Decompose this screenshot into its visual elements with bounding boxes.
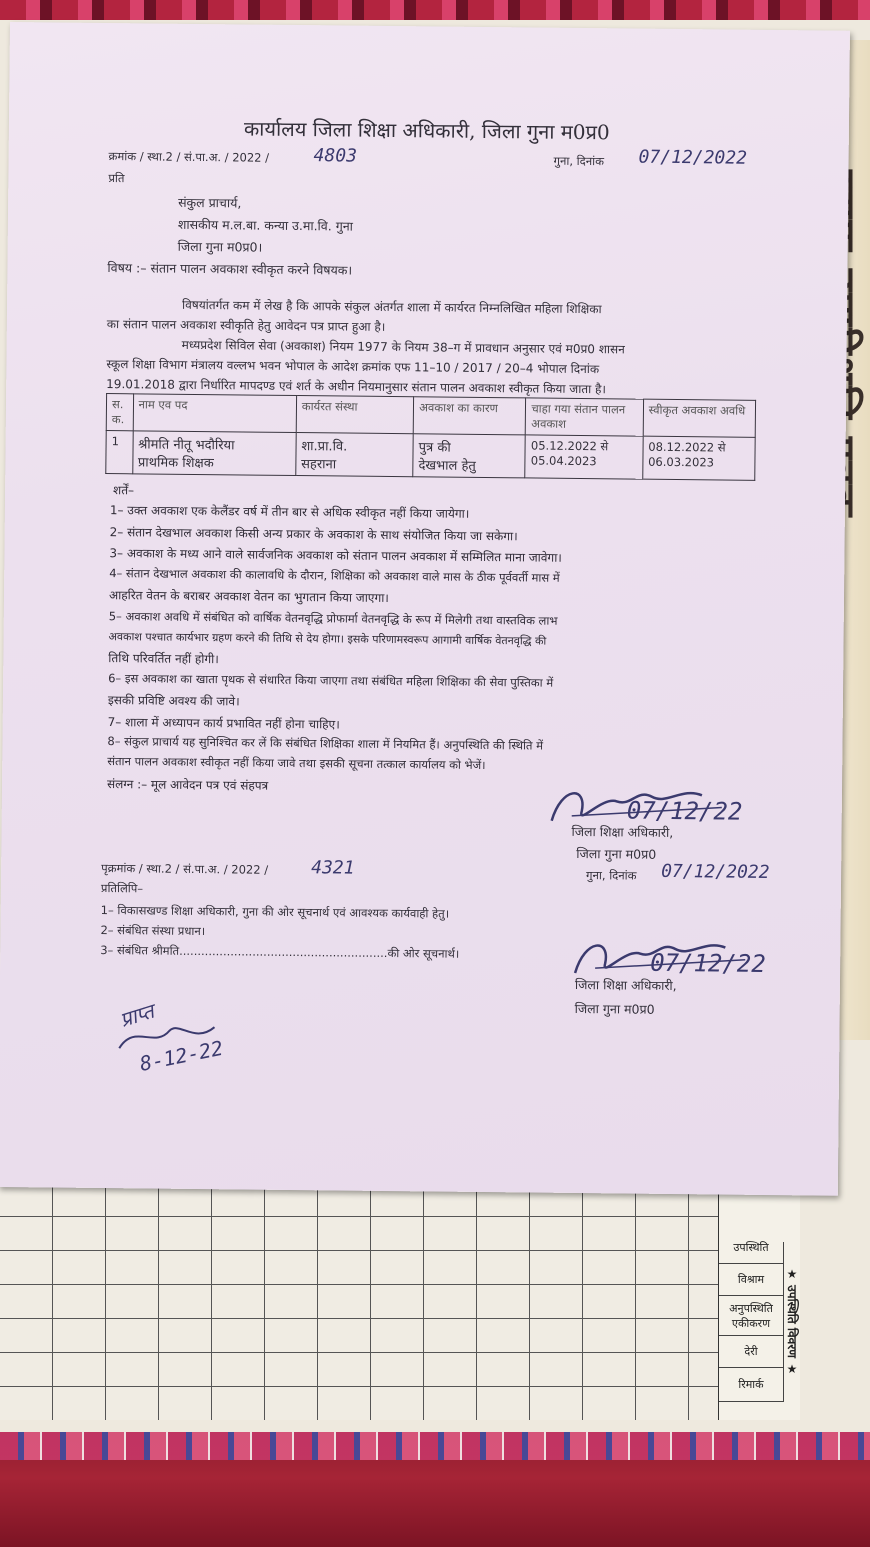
endorsement-reference: पृक्रमांक / स्था.2 / सं.पा.अ. / 2022 / (101, 861, 269, 877)
institution-line-1: शा.प्रा.वि. (301, 439, 348, 455)
condition-line: 4– संतान देखभाल अवकाश की कालावधि के दौरान, शिक्षिका को अवकाश वाले मास के ठीक पूर्ववर्ती मास में (109, 566, 560, 585)
cell-sanctioned-leave (642, 436, 755, 480)
requested-to: 05.04.2023 (530, 453, 597, 469)
cell-institution (296, 433, 414, 477)
header-institution: कार्यरत संस्था (296, 396, 414, 434)
signature-1-date: 07/12/22 (626, 796, 743, 826)
copy-line: 3– संबंधित श्रीमति.........................................................की ओर सूचनार्थ। (100, 942, 460, 961)
order-letter (0, 22, 850, 1196)
reference-number: क्रमांक / स्था.2 / सं.पा.अ. / 2022 / (108, 149, 270, 165)
conditions-label: शर्तें– (113, 483, 135, 498)
copy-to-label: प्रतिलिपि– (100, 881, 144, 896)
condition-line: 2– संतान देखभाल अवकाश किसी अन्य प्रकार के अवकाश के साथ संयोजित किया जा सकेगा। (109, 525, 518, 544)
sanctioned-to: 06.03.2023 (648, 454, 715, 470)
condition-line: तिथि परिवर्तित नहीं होगी। (108, 651, 219, 667)
condition-line: 6– इस अवकाश का खाता पृथक से संधारित किया जाएगा तथा संबंधित महिला शिक्षिका की सेवा पुस्तिका में (108, 671, 554, 690)
teacher-post: प्राथमिक शिक्षक (137, 455, 214, 472)
condition-line: आहरित वेतन के बराबर अवकाश वेतन का भुगतान किया जाएगा। (108, 588, 389, 605)
leave-details-table (105, 393, 756, 481)
fabric-stripe (0, 1432, 870, 1460)
enclosure-line: संलग्न :– मूल आवेदन पत्र एवं संहपत्र (106, 777, 269, 793)
cell-name-post (132, 431, 296, 476)
to-label: प्रति (108, 171, 125, 186)
condition-line: 8– संकुल प्राचार्य यह सुनिश्चित कर लें कि संबंधित शिक्षिका शाला में नियमित हैं। अनुपस्थिति की स्थिति में (107, 734, 544, 753)
addressee-line-2: शासकीय म.ल.बा. कन्या उ.मा.वि. गुना (177, 216, 354, 234)
header-serial: स. क. (106, 394, 133, 431)
teacher-name: श्रीमति नीतू भदौरिया (138, 437, 235, 454)
signatory-1-place: जिला गुना म0प्र0 (576, 845, 657, 862)
sanctioned-from: 08.12.2022 से (648, 439, 726, 455)
para1-line2: का संतान पालन अवकाश स्वीकृति हेतु आवेदन पत्र प्राप्त हुआ है। (106, 317, 386, 334)
signatory-2-title: जिला शिक्षा अधिकारी, (574, 976, 677, 994)
received-date: 8-12-22 (137, 1035, 226, 1076)
cell-requested-leave (525, 435, 643, 479)
summary-label-rest: विश्राम (719, 1264, 783, 1296)
addressee-line-3: जिला गुना म0प्र0। (177, 238, 263, 255)
place-date-label: गुना, दिनांक (553, 153, 605, 169)
condition-line: 7– शाला में अध्यापन कार्य प्रभावित नहीं होना चाहिए। (107, 715, 340, 732)
copy-line: 1– विकासखण्ड शिक्षा अधिकारी, गुना की ओर सूचनार्थ एवं आवश्यक कार्यवाही हेतु। (100, 902, 450, 921)
signatory-1-date-label: गुना, दिनांक (586, 868, 637, 883)
para2-line1: मध्यप्रदेश सिविल सेवा (अवकाश) नियम 1977 के नियम 38–ग में प्रावधान अनुसार एवं म0प्र0 शासन (181, 337, 625, 357)
header-sanctioned-leave: स्वीकृत अवकाश अवधि (643, 399, 756, 437)
issue-date-handwritten: 07/12/2022 (638, 146, 748, 169)
summary-label-late: देरी (719, 1336, 783, 1368)
header-requested-leave: चाहा गया संतान पालन अवकाश (526, 398, 644, 436)
cell-serial: 1 (106, 431, 133, 474)
condition-line: संतान पालन अवकाश स्वीकृत नहीं किया जावे तथा इसकी सूचना तत्काल कार्यालय को भेजें। (107, 754, 486, 773)
reason-line-2: देखभाल हेतु (418, 458, 476, 474)
condition-line: अवकाश पश्चात कार्यभार ग्रहण करने की तिथि से देय होगा। इसके परिणामस्वरूप आगामी वार्षिक वेतनवृद्धि की (108, 630, 547, 648)
institution-line-2: सहराना (301, 457, 337, 473)
summary-vertical-title: ★ उपस्थिति विवरण ★ (783, 1242, 801, 1402)
signature-2-date: 07/12/22 (650, 948, 766, 978)
condition-line: 5– अवकाश अवधि में संबंधित को वार्षिक वेतनवृद्धि प्रोफार्मा वेतनवृद्धि के रूप में मिलेगी तथा वास्तविक लाभ (108, 609, 558, 628)
reference-number-handwritten: 4803 (313, 145, 358, 167)
header-name-post: नाम एव पद (133, 394, 297, 433)
received-note: प्राप्त (116, 998, 157, 1032)
office-title: कार्यालय जिला शिक्षा अधिकारी, जिला गुना म0प्र0 (243, 116, 610, 145)
header-reason: अवकाश का कारण (413, 397, 526, 435)
reason-line-1: पुत्र की (418, 440, 451, 456)
para1-line1: विषयांतर्गत कम में लेख है कि आपके संकुल अंतर्गत शाला में कार्यरत निम्नलिखित महिला शिक्षिका (181, 297, 602, 317)
para2-line2: स्कूल शिक्षा विभाग मंत्रालय वल्लभ भवन भोपाल के आदेश क्रमांक एफ 11–10 / 2017 / 20–4 भोपाल दिनांक (106, 357, 600, 377)
copy-line: 2– संबंधित संस्था प्रधान। (100, 922, 206, 939)
condition-line: 3– अवकाश के मध्य आने वाले सार्वजनिक अवकाश को संतान पालन अवकाश में सम्मिलित माना जावेगा। (109, 546, 562, 565)
condition-line: 1– उक्त अवकाश एक केलैंडर वर्ष में तीन बार से अधिक स्वीकृत नहीं किया जायेगा। (109, 503, 470, 521)
signatory-1-title: जिला शिक्षा अधिकारी, (571, 823, 674, 840)
cell-reason (413, 434, 526, 478)
attendance-summary-column (718, 1180, 800, 1420)
summary-label-remark: रिमार्क (719, 1368, 783, 1402)
endorsement-reference-handwritten: 4321 (311, 857, 355, 879)
subject-line: विषय :– संतान पालन अवकाश स्वीकृत करने विषयक। (107, 260, 353, 278)
table-row (106, 431, 755, 481)
para2-line3: 19.01.2018 द्वारा निर्धारित मापदण्ड एवं शर्त के अधीन नियमानुसार संतान पालन अवकाश स्वीकृत किया जाता है। (106, 377, 607, 397)
attendance-grid (0, 1180, 800, 1420)
condition-line: इसकी प्रविष्टि अवश्य की जावे। (107, 693, 240, 709)
summary-label-absent: अनुपस्थिति एकीकरण (719, 1296, 783, 1336)
requested-from: 05.12.2022 से (530, 438, 609, 454)
addressee-line-1: संकुल प्राचार्य, (178, 194, 242, 211)
signatory-1-date-handwritten: 07/12/2022 (661, 860, 770, 883)
summary-label-present: उपस्थिति (719, 1232, 783, 1264)
signatory-2-place: जिला गुना म0प्र0 (574, 1000, 655, 1017)
